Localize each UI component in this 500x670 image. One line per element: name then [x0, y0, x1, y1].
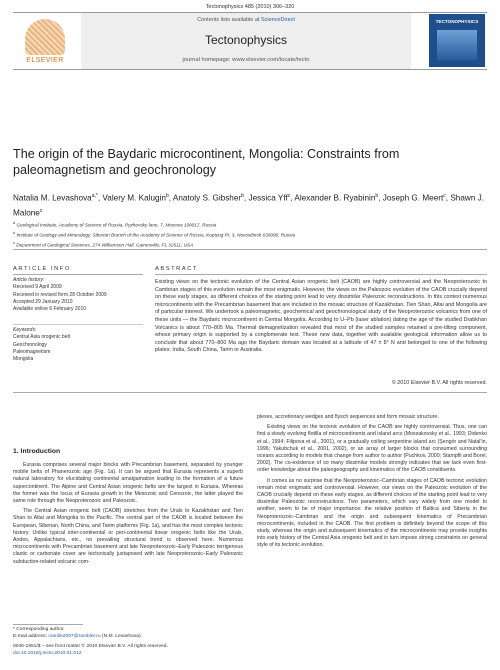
history-label: Article history: — [13, 277, 45, 283]
body-paragraph: Existing views on the tectonic evolution of the CAOB are highly controversial. Thus, one can find a slowly evolving flotilla of microcontinents and island arcs (Mossakovsky et al., 1993; Didenko et al., 1994; Filipova et al., 2001), or a gradually coiling serpentine island arc (Şengör and Natal'in, 1996; Yakubchuk et al., 2001, 2002), or an array of larger blocks that consumed surrounding oceans according to models that change from author to author (Puchkov, 2000; Stampfli and Borel, 2002). The co-existence of so many dissimilar models strongly indicates that we lack even first-order knowledge about the paleogeography and kinematics of the CAOB constituents. — [257, 424, 487, 474]
author-name: Alexander B. Ryabinin — [294, 193, 376, 203]
author-affiliation-marker: c — [287, 193, 291, 199]
elsevier-logo — [13, 15, 77, 67]
body-paragraph: It comes as no surprise that the Neoproterozoic–Cambrian stages of CAOB tectonic evolution remain most enigmatic and controversial. However, our views on the Paleozoic evolution of the CAOB crucially depend on these early stages, as different choices of the starting point lead to very dissimilar Paleozoic reconstructions. Two parameters, which vary widely from one model to another, seem to be of major importance: the relative position of Baltica and Siberia in the Neoproterozoic–Cambrian and the origin and subsequent kinematics of Precambrian microcontinents, included in the CAOB. The first problem is definitely beyond the scope of this study, whereas the origin and subsequent kinematics of the microcontinents may provide insights into early history of the Central Asia orogenic belt and in turn impose strong constraints on general style of its tectonic evolution. — [257, 477, 487, 549]
contents-line — [81, 17, 411, 23]
body-column-left — [13, 462, 243, 569]
email-suffix: (N.M. Levashova). — [101, 633, 142, 639]
keyword: Central Asia orogenic belt — [13, 334, 70, 341]
author-name: Shawn J. Malone — [13, 193, 485, 218]
author-affiliation-marker: b — [375, 193, 379, 199]
keyword: Mongolia — [13, 356, 34, 363]
article-info-heading: ARTICLE INFO — [13, 266, 71, 272]
body-paragraph: plexes, accretionary wedges and flysch sequences and form mosaic structure. — [257, 414, 439, 420]
journal-name: Tectonophysics — [204, 33, 288, 47]
affiliation — [13, 239, 487, 249]
affiliation-marker: a — [13, 220, 16, 225]
author-affiliation-marker: b — [165, 193, 169, 199]
author-name: Joseph G. Meert — [382, 193, 444, 203]
contents-prefix: Contents lists available at — [197, 17, 260, 23]
body-paragraph: Eurasia comprises several major blocks with Precambrian basement, separated by younger mobile belts of Phanerozoic age (Fig. 1a). It can be argued that Eurasia represents a superb natural laboratory for elucidating continental amalgamation leading to the formation of a future supercontinent. The Alpine and Central Asian orogenic belts are the largest in Eurasia. Whereas the former was the locus of Eurasia growth in the Mesozoic and Cenozoic, the latter played the same role through the Neoproterozoic and Paleozoic. — [13, 462, 243, 505]
email-label: E-mail address: — [13, 633, 47, 639]
elsevier-wordmark: ELSEVIER — [26, 57, 64, 64]
history-item: Available online 6 February 2010 — [13, 306, 87, 313]
affiliation-text: Department of Geological Sciences, 274 Williamson Hall, Gainesville, FL 32611, USA — [14, 242, 194, 248]
footnotes — [13, 627, 243, 640]
sciencedirect-link[interactable]: ScienceDirect — [260, 17, 295, 23]
copyright-line: © 2010 Elsevier B.V. All rights reserved. — [391, 380, 487, 386]
doi-link[interactable]: doi:10.1016/j.tecto.2010.01.012 — [13, 650, 82, 656]
affiliation-marker: b — [13, 230, 16, 236]
affiliation-text: Geological Institute, Academy of Science of Russia, Pyzhevsky lane, 7, Moscow 109017, Russia — [15, 222, 217, 228]
abstract-text: Existing views on the tectonic evolution of the Central Asian orogenic belt (CAOB) are highly controversial and the Neoproterozoic to Cambrian stages of this evolution remain the most enigmatic. However, the views on the Paleozoic evolution of the CAOB crucially depend on these early stages, as different choices of the starting point lead to very dissimilar Paleozoic reconstructions. In this context numerous microcontinents with the Precambrian basement that are included in the mosaic structure of Kazakhstan, Tien Shan, Altai and Mongolia are of particular interest. We undertook a paleomagnetic, geochemical and geochronological study of the Neoproterozoic volcanics from one of these units — the Baydaric microcontinent in Central Mongolia. According to U–Pb (laser ablation) dating the age of the studied Drabkhan Volcanics is about 770–805 Ma. Thermal demagnetization revealed that most of the studied samples retained a pre-tilting component, whose primary origin is supported by a conglomerate test. These new data, together with available geological information allow us to conclude that about 770–800 Ma ago the Baydaric domain was located at a latitude of 47 ± 8° N and belonged to one of the following plates: India, South China, Tarim or Australia. — [155, 279, 487, 354]
divider — [13, 249, 487, 250]
affiliation-marker: c — [13, 240, 15, 246]
abstract-heading: ABSTRACT — [155, 266, 198, 272]
author-list: Natalia M. Levashova$^{a,*}$, Valery M. Kalugin$^b$, Anatoly S. Gibsher$^b$, Jessica Yff$^c$, Alexander B. Ryabinin$^b$, Joseph G. Meert$^c$, Shawn J. Malone$^c$ — [13, 193, 485, 218]
divider — [13, 274, 143, 275]
keyword: Geochronology — [13, 341, 47, 348]
article-history — [13, 277, 143, 313]
divider — [13, 324, 143, 325]
author-affiliation-marker: a,* — [91, 193, 98, 199]
cover-art — [437, 30, 477, 60]
journal-homepage[interactable]: journal homepage: www.elsevier.com/locate/tecto — [182, 57, 310, 63]
author-name: Natalia M. Levashova — [13, 193, 92, 203]
email-link[interactable]: namile2007@rambler.ru — [48, 633, 101, 639]
author-name: Anatoly S. Gibsher — [172, 193, 242, 203]
author-affiliation-marker: b — [241, 193, 244, 199]
body-column-right — [257, 414, 487, 553]
divider — [155, 274, 487, 275]
history-item: Received in revised form 28 October 2009 — [13, 291, 107, 298]
author-name: Jessica Yff — [248, 193, 288, 203]
email-line — [13, 634, 243, 641]
history-item: Accepted 29 January 2010 — [13, 298, 73, 305]
footnote-divider — [13, 624, 83, 625]
page-footer — [13, 644, 487, 657]
affiliation-text: Institute of Geology and Mineralogy, Siberian Branch of the Academy of Science of Russia, Koptyug Pr. 3, Novosibirsk 630090, Russia — [15, 232, 296, 238]
author-affiliation-marker: c — [443, 193, 446, 199]
paper-title: The origin of the Baydaric microcontinent, Mongolia: Constraints from paleomagnetism and geochronology — [13, 147, 400, 177]
section-heading: 1. Introduction — [13, 448, 61, 455]
corresponding-author-note: * Corresponding author. — [13, 627, 65, 632]
issn-line: 0040-1951/$ – see front matter © 2010 Elsevier B.V. All rights reserved. — [13, 644, 168, 649]
author-affiliation-marker: c — [39, 207, 43, 214]
affiliation — [13, 229, 487, 239]
affiliations — [13, 219, 487, 249]
cover-title: TECTONOPHYSICS — [435, 19, 479, 24]
history-item: Received 9 April 2009 — [13, 284, 62, 291]
keywords — [13, 327, 143, 363]
elsevier-tree-icon — [25, 19, 65, 55]
journal-citation: Tectonophysics 485 (2010) 306–320 — [205, 4, 295, 10]
journal-header — [13, 12, 487, 70]
keyword: Paleomagnetism — [13, 348, 51, 355]
header-center-band — [81, 13, 411, 69]
keywords-label: Keywords: — [13, 327, 37, 333]
affiliation — [13, 219, 487, 229]
divider — [13, 392, 487, 393]
journal-cover-image — [429, 14, 485, 67]
body-paragraph: The Central Asian orogenic belt (CAOB) stretches from the Urals to Kazakhstan and Tien Shan to Altai and Mongolia to the Pacific. The central part of the CAOB is located between the European, Siberian, North China, and Tarim platforms (Fig. 1a), and has the most complex tectonic history. Unlike typical inter-continental or peri-continental linear orogenic belts like the Urals, Andes, Appalachians, etc., no prevailing structural trend is observed here. Numerous microcontinents with Precambrian basement and late Neoproterozoic–Early Paleozoic terrigenous clastic or carbonate cover are tectonically juxtaposed with late Neoproterozoic–Early Paleozoic subduction-related volcanic com- — [13, 508, 243, 565]
author-name: Valery M. Kalugin — [102, 193, 166, 203]
